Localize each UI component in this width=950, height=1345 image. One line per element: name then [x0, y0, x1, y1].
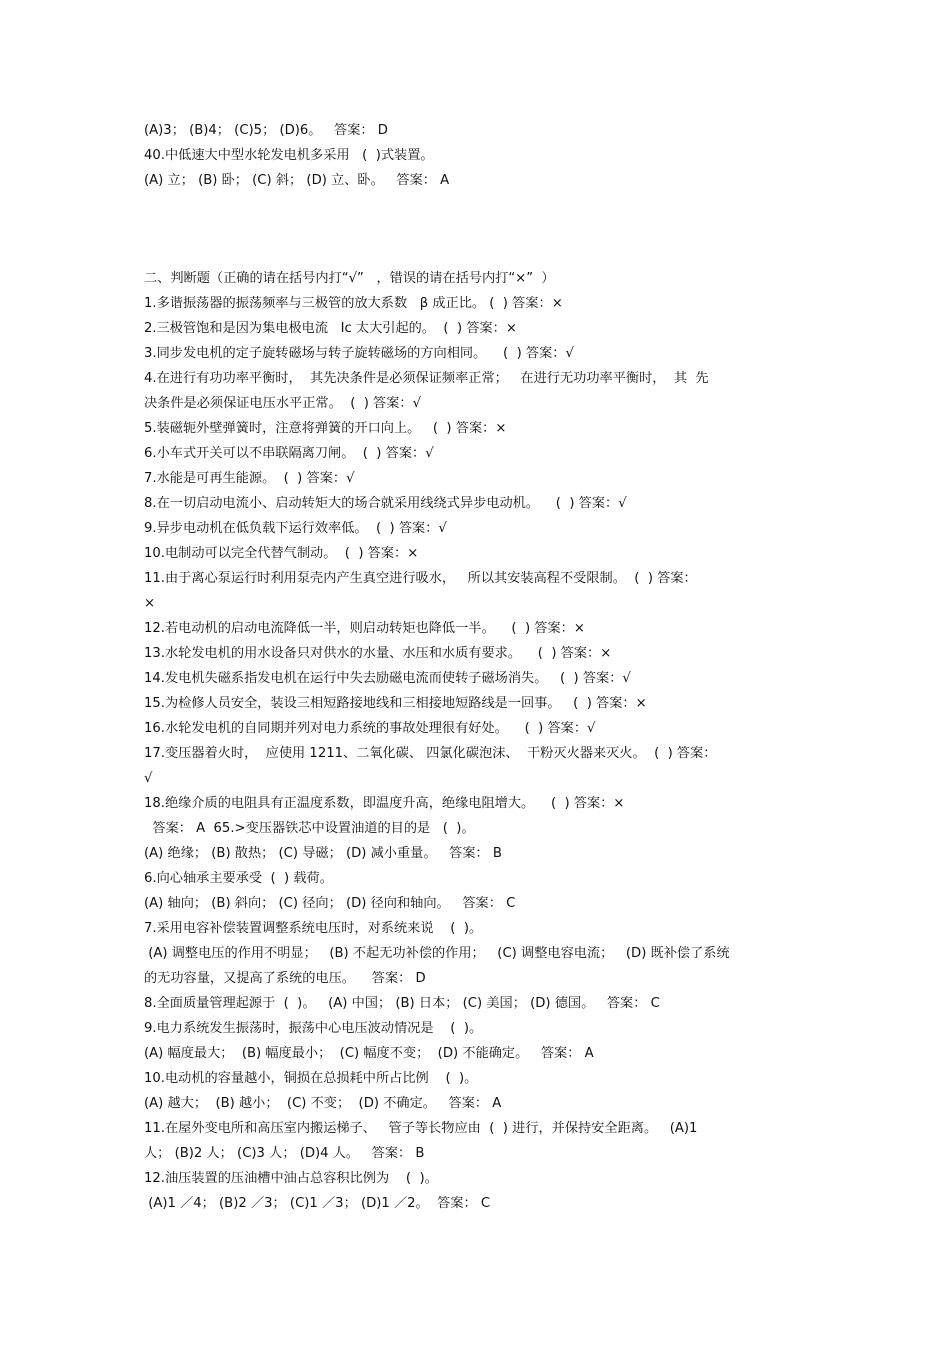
text-line: 40.中低速大中型水轮发电机多采用 ( )式装置。: [144, 148, 434, 163]
text-line: 人； (B)2 人； (C)3 人； (D)4 人。 答案： B: [144, 1146, 425, 1161]
text-line: 7.采用电容补偿装置调整系统电压时，对系统来说 ( )。: [144, 921, 483, 936]
true-false-section: [144, 266, 814, 1216]
text-line: 8.在一切启动电流小、启动转矩大的场合就采用线绕式异步电动机。 ( ) 答案：√: [144, 496, 627, 511]
text-line: 9.电力系统发生振荡时，振荡中心电压波动情况是 ( )。: [144, 1021, 483, 1036]
text-line: (A)3； (B)4； (C)5； (D)6。 答案： D: [144, 123, 388, 138]
text-line: 18.绝缘介质的电阻具有正温度系数，即温度升高，绝缘电阻增大。 ( ) 答案：×: [144, 796, 625, 811]
text-line: (A)1 ／4； (B)2 ／3； (C)1 ／3； (D)1 ／2。 答案： C: [144, 1196, 491, 1211]
text-line: 的无功容量，又提高了系统的电压。 答案： D: [144, 971, 426, 986]
text-line: 7.水能是可再生能源。 ( ) 答案：√: [144, 471, 355, 486]
text-line: √: [144, 771, 153, 786]
text-line: (A) 绝缘； (B) 散热； (C) 导磁； (D) 减小重量。 答案： B: [144, 846, 502, 861]
text-line: 9.异步电动机在低负载下运行效率低。 ( ) 答案：√: [144, 521, 447, 536]
text-line: 1.多谐振荡器的振荡频率与三极管的放大系数 β 成正比。 ( ) 答案：×: [144, 296, 563, 311]
text-line: 14.发电机失磁系指发电机在运行中失去励磁电流而使转子磁场消失。 ( ) 答案：√: [144, 671, 631, 686]
text-line: 6.小车式开关可以不串联隔离刀闸。 ( ) 答案：√: [144, 446, 434, 461]
text-line: 10.电动机的容量越小，铜损在总损耗中所占比例 ( )。: [144, 1071, 478, 1086]
text-line: 12.若电动机的启动电流降低一半，则启动转矩也降低一半。 ( ) 答案：×: [144, 621, 585, 636]
text-line: 2.三极管饱和是因为集电极电流 Ic 太大引起的。 ( ) 答案：×: [144, 321, 517, 336]
text-line: (A) 轴向； (B) 斜向； (C) 径向； (D) 径向和轴向。 答案： C: [144, 896, 516, 911]
text-line: 13.水轮发电机的用水设备只对供水的水量、水压和水质有要求。 ( ) 答案：×: [144, 646, 612, 661]
text-line: 11.由于离心泵运行时利用泵壳内产生真空进行吸水， 所以其安装高程不受限制。 ( ) 答案：: [144, 571, 697, 586]
text-line: 10.电制动可以完全代替气制动。 ( ) 答案：×: [144, 546, 419, 561]
text-line: 5.装磁轭外壁弹簧时，注意将弹簧的开口向上。 ( ) 答案：×: [144, 421, 507, 436]
text-line: (A) 调整电压的作用不明显； (B) 不起无功补偿的作用； (C) 调整电容电流； (D) 既补偿了系统: [144, 946, 730, 961]
text-line: (A) 越大； (B) 越小； (C) 不变； (D) 不确定。 答案： A: [144, 1096, 502, 1111]
text-line: 11.在屋外变电所和高压室内搬运梯子、 管子等长物应由 ( ) 进行，并保持安全距离。 (A)1: [144, 1121, 698, 1136]
text-line: ×: [144, 596, 156, 611]
text-line: 17.变压器着火时， 应使用 1211、二氧化碳、 四氯化碳泡沫、 干粉灭火器来灭火。 ( ) 答案：: [144, 746, 717, 761]
text-line: 答案： A 65.>变压器铁芯中设置油道的目的是 ( )。: [144, 821, 475, 836]
multiple-choice-continuation: [144, 118, 814, 193]
section-heading: 二、判断题（正确的请在括号内打“√” ，错误的请在括号内打“×” ）: [144, 271, 555, 286]
text-line: 3.同步发电机的定子旋转磁场与转子旋转磁场的方向相同。 ( ) 答案：√: [144, 346, 574, 361]
text-line: 12.油压装置的压油槽中油占总容积比例为 ( )。: [144, 1171, 438, 1186]
text-line: (A) 立； (B) 卧； (C) 斜； (D) 立、卧。 答案： A: [144, 173, 450, 188]
text-line: 8.全面质量管理起源于 ( )。 (A) 中国； (B) 日本； (C) 美国； (D) 德国。 答案： C: [144, 996, 660, 1011]
text-line: 16.水轮发电机的自同期并列对电力系统的事故处理很有好处。 ( ) 答案：√: [144, 721, 596, 736]
text-line: 4.在进行有功功率平衡时， 其先决条件是必须保证频率正常； 在进行无功功率平衡时， 其 先: [144, 371, 709, 386]
text-line: 15.为检修人员安全，装设三相短路接地线和三相接地短路线是一回事。 ( ) 答案：×: [144, 696, 647, 711]
text-line: 决条件是必须保证电压水平正常。 ( ) 答案：√: [144, 396, 422, 411]
text-line: 6.向心轴承主要承受 ( ) 载荷。: [144, 871, 333, 886]
text-line: (A) 幅度最大； (B) 幅度最小； (C) 幅度不变； (D) 不能确定。 答案： A: [144, 1046, 594, 1061]
